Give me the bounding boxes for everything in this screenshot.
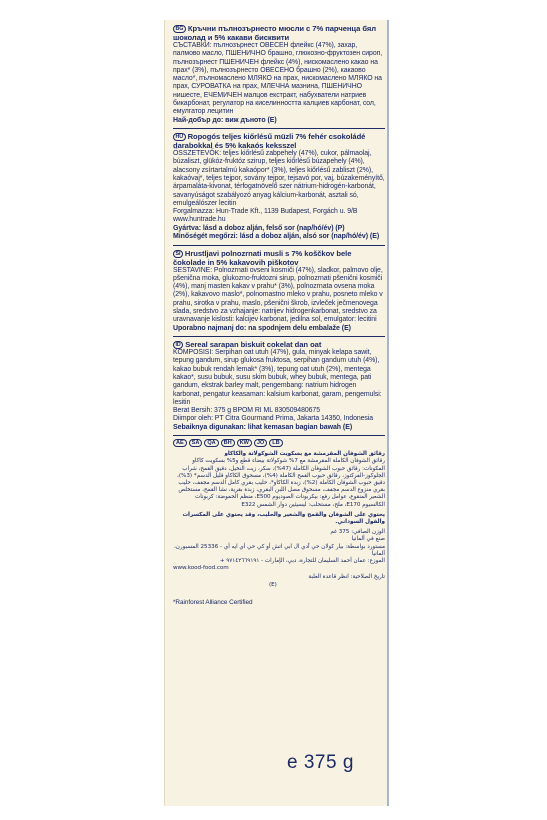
si-title bbox=[173, 249, 385, 267]
id-section bbox=[173, 340, 385, 432]
divider bbox=[173, 128, 385, 129]
bg-title bbox=[173, 24, 385, 42]
id-title-text: Sereal sarapan biskuit cokelat dan oat bbox=[185, 340, 322, 350]
net-weight-mark: e 375 g bbox=[287, 752, 354, 773]
arabic-allergy: يحتوي على الشوفان والقمح والشعير والحليب، وقد يحتوي على المكسرات والفول السوداني. bbox=[182, 511, 385, 525]
arabic-subtitle: رقائق الشوفان الكاملة المقرمشة مع 7% شوكولاتة بيضاء قطع و5% بسكويت كاكاو bbox=[192, 458, 385, 465]
id-net-weight: Berat Bersih: 375 g BPOM RI ML 830509480675 bbox=[173, 407, 320, 415]
divider bbox=[173, 435, 385, 436]
id-best-before: Sebaiknya digunakan: lihat kemasan bagian bawah (E) bbox=[173, 423, 353, 431]
country-code-badge: JO bbox=[254, 439, 267, 447]
hu-ingredients: ÖSSZETEVŐK: teljes kiőrlésű zabpehely (47%), cukor, pálmaolaj, búzaliszt, glükóz-fruktóz szirup, teljes kiőrlésű búzapehely (4%), alacsony zsírtartalmú kakaópor* (3%), teljes kiőrlésű zabliszt (2%), kakaóvaj*, teljes tejpor, sovány tejpor, tejsavó por, vaj, búzakeményítő, árpamaláta-kivonat, térfogatnövelő szer nátrium-hidrogén-karbonát, savanyúságot szabályozó anyag kálcium-karbonát, asztali só, emulgeálószer lecitin bbox=[173, 150, 385, 207]
si-section bbox=[173, 249, 385, 333]
arabic-section bbox=[173, 451, 385, 589]
bg-code-badge: BG bbox=[173, 25, 186, 33]
country-code-badge: AE bbox=[173, 439, 187, 447]
hu-best-before: Minőségét megőrzi: lásd a doboz alján, alsó sor (nap/hó/év) (E) bbox=[173, 233, 380, 241]
country-code-badge: SA bbox=[189, 439, 203, 447]
bg-ingredients: СЪСТАВКИ: пълнозърнест ОВЕСЕН флейкс (47%), захар, палмово масло, ПШЕНИЧНО брашно, глюкозно-фруктозен сироп, пълнозърнест ПШЕНИЧЕН флейкс (4%), нискомаслено какао на прах* (3%), пълнозърнесто ОВЕСЕНО брашно (2%), какаово масло*, пълномаслено МЛЯКО на прах, нискомаслено МЛЯКО на прах, СУРОВАТКА на прах, МЛЕЧНА мазнина, ПШЕНИЧНО нишесте, ЕЧЕМИЧЕН малцов екстракт, набухватели натриев бикарбонат, регулатор на киселинността калциев карбонат, сол, емулгатор лецитин bbox=[173, 42, 383, 116]
si-best-before: Uporabno najmanj do: na spodnjem delu embalaže (E) bbox=[173, 324, 351, 332]
hu-title bbox=[173, 132, 385, 150]
country-code-badge: KW bbox=[237, 439, 252, 447]
id-title bbox=[173, 340, 385, 349]
bg-title-text: Кръчни пълнозърнесто мюсли с 7% парченца бял шоколад и 5% какави бисквити bbox=[173, 24, 377, 42]
hu-distributor: Forgalmazza: Hun-Trade Kft., 1139 Budapest, Forgách u. 9/B bbox=[173, 208, 358, 216]
hu-section bbox=[173, 132, 385, 241]
arabic-expiry: تاريخ الصلاحية: انظر قاعدة العلبة bbox=[308, 574, 385, 581]
divider bbox=[173, 336, 385, 337]
si-code-badge: SI bbox=[173, 250, 183, 258]
label-text-area bbox=[173, 24, 385, 607]
si-ingredients: SESTAVINE: Polnozrnati ovseni kosmiči (47%), sladkor, palmovo olje, pšenična moka, glukozno-fruktozni sirup, polnozrnati pšenični kosmiči (4%), manj masten kakav v prahu* (3%), polnozrnata ovsena moka (2%), kakavovo maslo*, polnomastno mleko v prahu, posneto mleko v prahu, sirotka v prahu, maslo, pšenični škrob, izvleček ječmenovega slada, sredstvo za vzhajanje: natrijev hidrogenkarbonat, sredstvo za uravnavanje kislosti: kalcijev karbonat, jedilna sol, emulgator: lecitini bbox=[173, 266, 383, 324]
id-ingredients: KOMPOSISI: Serpihan oat utuh (47%), gula, minyak kelapa sawit, tepung gandum, sirup glukosa fruktosa, serpihan gandum utuh (4%), kakao bubuk rendah lemak* (3%), tepung oat utuh (2%), mentega kakao*, susu bubuk, susu skim bubuk, whey bubuk, mentega, pati gandum, ekstrak barley malt, pengembang: natrium hidrogen karbonat, pengatur keasaman: kalsium karbonat, garam, pengemulsi: lesitin bbox=[173, 349, 382, 406]
divider bbox=[173, 245, 385, 246]
arabic-title: رقائق الشوفان المقرمشة مع بسكويت الشوكولاتة والكاكاو bbox=[224, 451, 385, 458]
id-importer: Diimpor oleh: PT Citra Gourmand Prima, Jakarta 14350, Indonesia bbox=[173, 415, 374, 423]
country-code-badge: LB bbox=[269, 439, 282, 447]
country-code-badge: BH bbox=[221, 439, 235, 447]
hu-website: www.huntrade.hu bbox=[173, 216, 226, 224]
arabic-net-weight: الوزن الصافي: 375 غم bbox=[330, 529, 385, 536]
id-code-badge: ID bbox=[173, 341, 183, 349]
arabic-importer: مستورد بواسطة: بيار كولان حي آدي ال ابي اتش أو كي حي أي ايه أي - 25336 المسبورن، ألمانيا bbox=[174, 543, 385, 557]
arabic-distributor: الموزع: عمان أحمد السليمان للتجارة، دبي، الإمارات - ٩٧١٤٢٦٦٩١٩١ + bbox=[219, 557, 385, 564]
arabic-ingredients: المكونات: رقائق حبوب الشوفان الكاملة (47%)، سكر، زيت النخيل، دقيق القمح، شراب الجلوكوز-الفركتوز، رقائق حبوب القمح الكاملة (4%)، مسحوق الكاكاو قليل الدسم* (3%)، دقيق حبوب الشوفان الكاملة (2%)، زبدة الكاكاو*، حليب بقري كامل الدسم مجفف، حليب بقري منزوع الدسم مجفف، مسحوق مصل اللبن البقري، زبدة بقرية، نشا القمح، مستخلص الشعير المنقوع، عوامل رفع: بيكربونات الصوديوم E500، منظم الحموضة: كربونات الكالسيوم E170، ملح، مستحلب: ليسيثين دوار الشمس E322 bbox=[177, 465, 385, 508]
country-code-badges bbox=[173, 439, 385, 447]
bg-best-before: Най-добър до: виж дъното (E) bbox=[173, 116, 277, 124]
arabic-made-in: صنع في ألمانيا bbox=[351, 536, 385, 543]
country-code-badge: QA bbox=[204, 439, 218, 447]
arabic-website: www.kood-food.com bbox=[173, 565, 229, 572]
rainforest-note: *Rainforest Alliance Certified bbox=[173, 598, 253, 606]
si-title-text: Hrustljavi polnozrnati musli s 7% koščkov bele čokolade in 5% kakavovih piškotov bbox=[173, 248, 352, 267]
hu-produced: Gyártva: lásd a doboz alján, felső sor (nap/hó/év) (P) bbox=[173, 224, 345, 232]
bg-section bbox=[173, 24, 385, 125]
hu-title-text: Ropogós teljes kiőrlésű müzli 7% fehér csokoládé darabokkal és 5% kakaós keksszel bbox=[173, 132, 366, 151]
arabic-e-mark: (E) bbox=[269, 581, 277, 588]
package-side-panel bbox=[164, 20, 389, 806]
hu-code-badge: HU bbox=[173, 133, 186, 141]
